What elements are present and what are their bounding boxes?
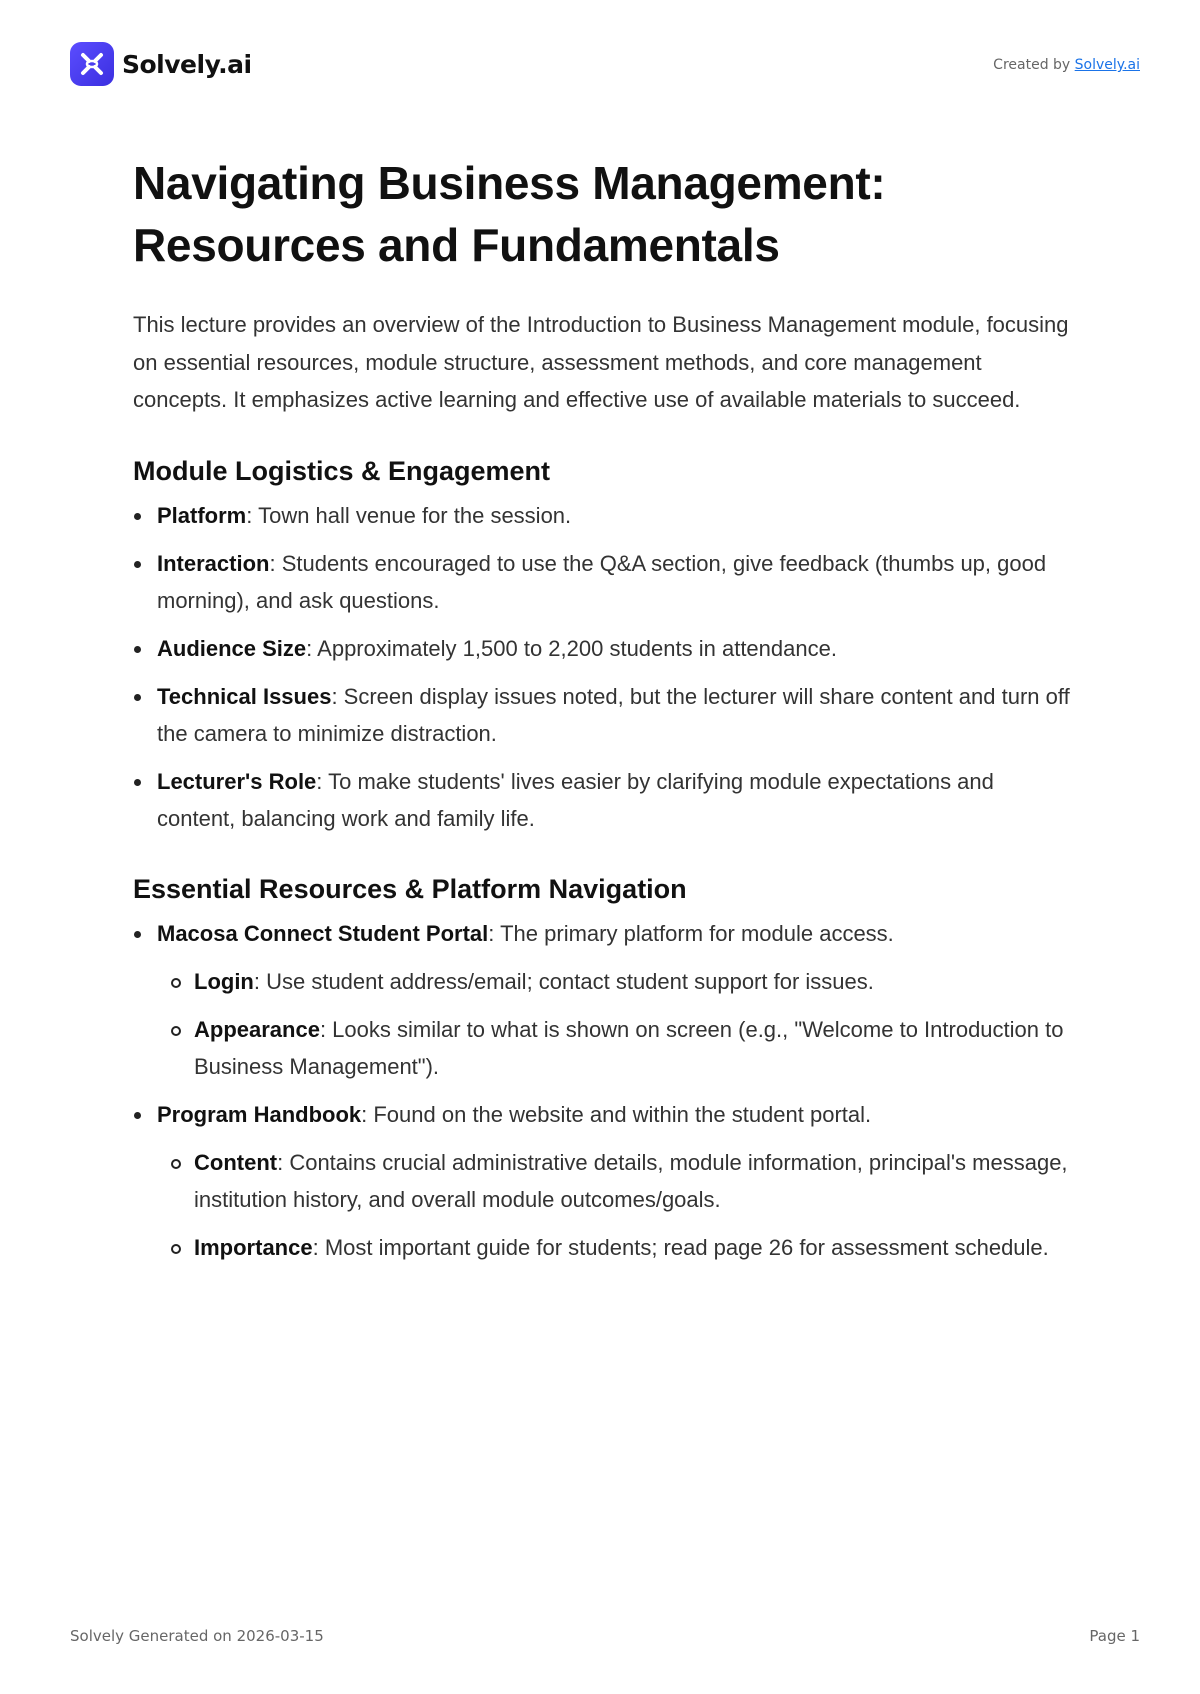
section-heading: Module Logistics & Engagement xyxy=(133,455,551,486)
list-item-term: Platform xyxy=(157,502,247,528)
page-header xyxy=(70,40,1140,88)
list-item-text: : Approximately 1,500 to 2,200 students in attendance. xyxy=(306,635,837,661)
bullet-list xyxy=(133,497,1073,837)
sub-bullet-list xyxy=(157,963,1073,1085)
list-item xyxy=(133,678,1073,752)
list-item-term: Content xyxy=(194,1149,278,1175)
list-item xyxy=(133,915,1073,1085)
list-item xyxy=(133,497,1073,534)
brand-name: Solvely.ai xyxy=(122,49,252,79)
document-body xyxy=(133,152,1073,1277)
list-item xyxy=(133,630,1073,667)
brand-logo[interactable] xyxy=(70,42,252,86)
list-item xyxy=(133,1096,1073,1266)
intro-paragraph: This lecture provides an overview of the Introduction to Business Management module, focusing on essential resources, module structure, assessment methods, and core management concepts. It emphasizes active learning and effective use of available materials to succeed. xyxy=(133,312,1069,412)
list-item-term: Appearance xyxy=(194,1016,320,1042)
list-item xyxy=(133,763,1073,837)
list-item-text: : Screen display issues noted, but the lecturer will share content and turn off the camera to minimize distraction. xyxy=(157,683,1070,746)
list-item-text: : Looks similar to what is shown on screen (e.g., "Welcome to Introduction to Business Management"). xyxy=(194,1016,1064,1079)
list-item-text: : Students encouraged to use the Q&A section, give feedback (thumbs up, good morning), and ask questions. xyxy=(157,550,1047,613)
list-item-term: Technical Issues xyxy=(157,683,332,709)
created-by-link[interactable]: Solvely.ai xyxy=(1074,57,1140,73)
sub-list-item xyxy=(157,1229,1073,1266)
list-item-text: : The primary platform for module access. xyxy=(488,920,894,946)
list-item-text: : Found on the website and within the student portal. xyxy=(361,1101,872,1127)
list-item-text: : Town hall venue for the session. xyxy=(246,502,572,528)
section-heading: Essential Resources & Platform Navigation xyxy=(133,873,687,904)
list-item-term: Interaction xyxy=(157,550,270,576)
list-item-text: : Use student address/email; contact student support for issues. xyxy=(253,968,874,994)
list-item-text: : Contains crucial administrative details, module information, principal's message, institution history, and overall module outcomes/goals. xyxy=(194,1149,1068,1212)
list-item-term: Importance xyxy=(194,1234,313,1260)
bullet-list xyxy=(133,915,1073,1266)
list-item-term: Login xyxy=(194,968,254,994)
list-item xyxy=(133,545,1073,619)
list-item-term: Macosa Connect Student Portal xyxy=(157,920,489,946)
created-by-label: Created by xyxy=(993,57,1071,73)
list-item-term: Program Handbook xyxy=(157,1101,362,1127)
sub-list-item xyxy=(157,1144,1073,1218)
sub-bullet-list xyxy=(157,1144,1073,1266)
sub-list-item xyxy=(157,963,1073,1000)
page-number: Page 1 xyxy=(1089,1627,1140,1645)
page-title: Navigating Business Management: Resources and Fundamentals xyxy=(133,157,886,271)
list-item-term: Lecturer's Role xyxy=(157,768,317,794)
created-by xyxy=(993,57,1140,73)
list-item-text: : Most important guide for students; read page 26 for assessment schedule. xyxy=(312,1234,1049,1260)
generated-date: Solvely Generated on 2026-03-15 xyxy=(70,1627,324,1645)
sub-list-item xyxy=(157,1011,1073,1085)
list-item-text: : To make students' lives easier by clarifying module expectations and content, balancing work and family life. xyxy=(157,768,994,831)
solvely-logo-icon xyxy=(70,42,114,86)
list-item-term: Audience Size xyxy=(157,635,307,661)
